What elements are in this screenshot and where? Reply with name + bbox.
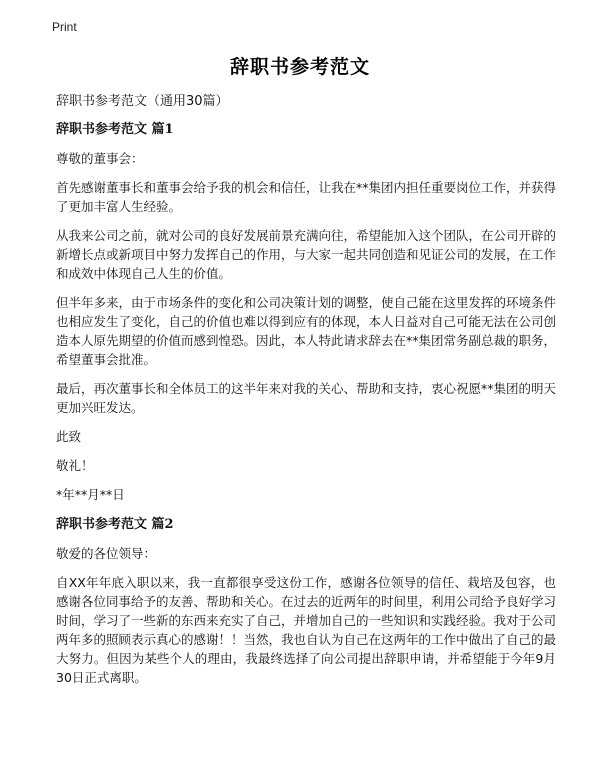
paragraph: 自XX年年底入职以来，我一直都很享受这份工作，感谢各位领导的信任、栽培及包容，也感谢各位同事给予的友善、帮助和关心。在过去的近两年的时间里，利用公司给予良好学习时间，学习了一些新的东西来充实了自己，并增加自己的一些知识和实践经验。我对于公司两年多的照顾表示真心的感谢！！当然，我也自认为自己在这两年的工作中做出了自己的最大努力。但因为某些个人的理由，我最终选择了向公司提出辞职申请，并希望能于今年9月30日正式离职。 [56, 575, 557, 685]
salutation: 尊敬的董事会： [56, 151, 144, 166]
paragraph: 最后，再次董事长和全体员工的这半年来对我的关心、帮助和支持，衷心祝愿**集团的明天更加兴旺发达。 [56, 381, 557, 415]
date-line: *年**月**日 [56, 487, 125, 502]
salutation: 敬爱的各位领导： [56, 546, 157, 561]
document-title: 辞职书参考范文 [229, 56, 370, 78]
print-label[interactable]: Print [52, 20, 77, 34]
paragraph: 从我来公司之前，就对公司的良好发展前景充满向往，希望能加入这个团队，在公司开辟的新增长点或新项目中努力发挥自己的作用，与大家一起共同创造和见证公司的发展，在工作和成效中体现自己人生的价值。 [56, 228, 557, 281]
section-heading-1: 辞职书参考范文 篇1 [56, 122, 174, 137]
paragraph: 但半年多来，由于市场条件的变化和公司决策计划的调整，使自己能在这里发挥的环境条件也相应发生了变化，自己的价值也难以得到应有的体现，本人日益对自己可能无法在公司创造本人原先期望的价值而感到惶恐。因此，本人特此请求辞去在**集团常务副总裁的职务，希望董事会批准。 [56, 295, 557, 367]
document-body [56, 93, 556, 697]
paragraph: 首先感谢董事长和董事会给予我的机会和信任，让我在**集团内担任重要岗位工作，并获得了更加丰富人生经验。 [56, 180, 557, 214]
section-heading-2: 辞职书参考范文 篇2 [56, 517, 174, 532]
document-subtitle: 辞职书参考范文（通用30篇） [56, 94, 229, 109]
closing-line: 此致 [56, 429, 82, 444]
closing-line: 敬礼！ [56, 458, 94, 473]
